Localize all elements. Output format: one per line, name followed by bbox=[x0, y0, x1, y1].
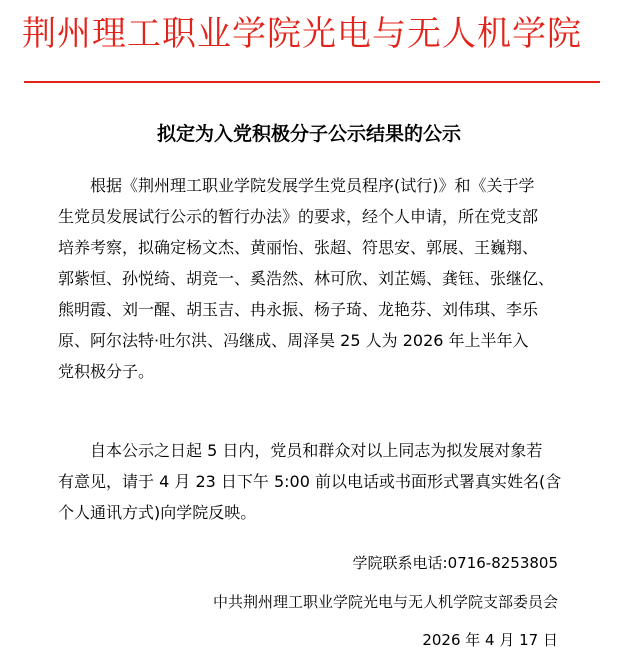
issue-date: 2026 年 4 月 17 日 bbox=[422, 631, 558, 649]
paragraph-line: 培养考察，拟确定杨文杰、黄丽怡、张超、符思安、郭展、王巍翔、 bbox=[58, 238, 539, 257]
notice-paragraph-2 bbox=[58, 435, 562, 528]
contact-phone: 学院联系电话:0716-8253805 bbox=[352, 554, 558, 572]
paragraph-line: 郭紫恒、孙悦绮、胡竞一、奚浩然、林可欣、刘芷嫣、龚钰、张继亿、 bbox=[58, 269, 555, 288]
header-divider bbox=[24, 81, 600, 83]
paragraph-line: 有意见，请于 4 月 23 日下午 5:00 前以电话或书面形式署真实姓名(含 bbox=[58, 472, 562, 491]
paragraph-line: 生党员发展试行公示的暂行办法》的要求，经个人申请，所在党支部 bbox=[58, 207, 539, 226]
notice-title: 拟定为入党积极分子公示结果的公示 bbox=[156, 123, 461, 145]
paragraph-line: 原、阿尔法特·吐尔洪、冯继成、周泽昊 25 人为 2026 年上半年入 bbox=[58, 331, 529, 350]
issuing-organization: 中共荆州理工职业学院光电与无人机学院支部委员会 bbox=[212, 593, 558, 611]
paragraph-line: 根据《荆州理工职业学院发展学生党员程序(试行)》和《关于学 bbox=[90, 176, 535, 195]
paragraph-line: 个人通讯方式)向学院反映。 bbox=[58, 503, 257, 522]
paragraph-line: 自本公示之日起 5 日内，党员和群众对以上同志为拟发展对象若 bbox=[90, 441, 543, 460]
institution-header: 荆州理工职业学院光电与无人机学院 bbox=[22, 14, 582, 54]
paragraph-line: 熊明霞、刘一醒、胡玉吉、冉永振、杨子琦、龙艳芬、刘伟琪、李乐 bbox=[58, 300, 539, 319]
paragraph-line: 党积极分子。 bbox=[58, 362, 155, 381]
notice-paragraph-1 bbox=[58, 170, 562, 387]
